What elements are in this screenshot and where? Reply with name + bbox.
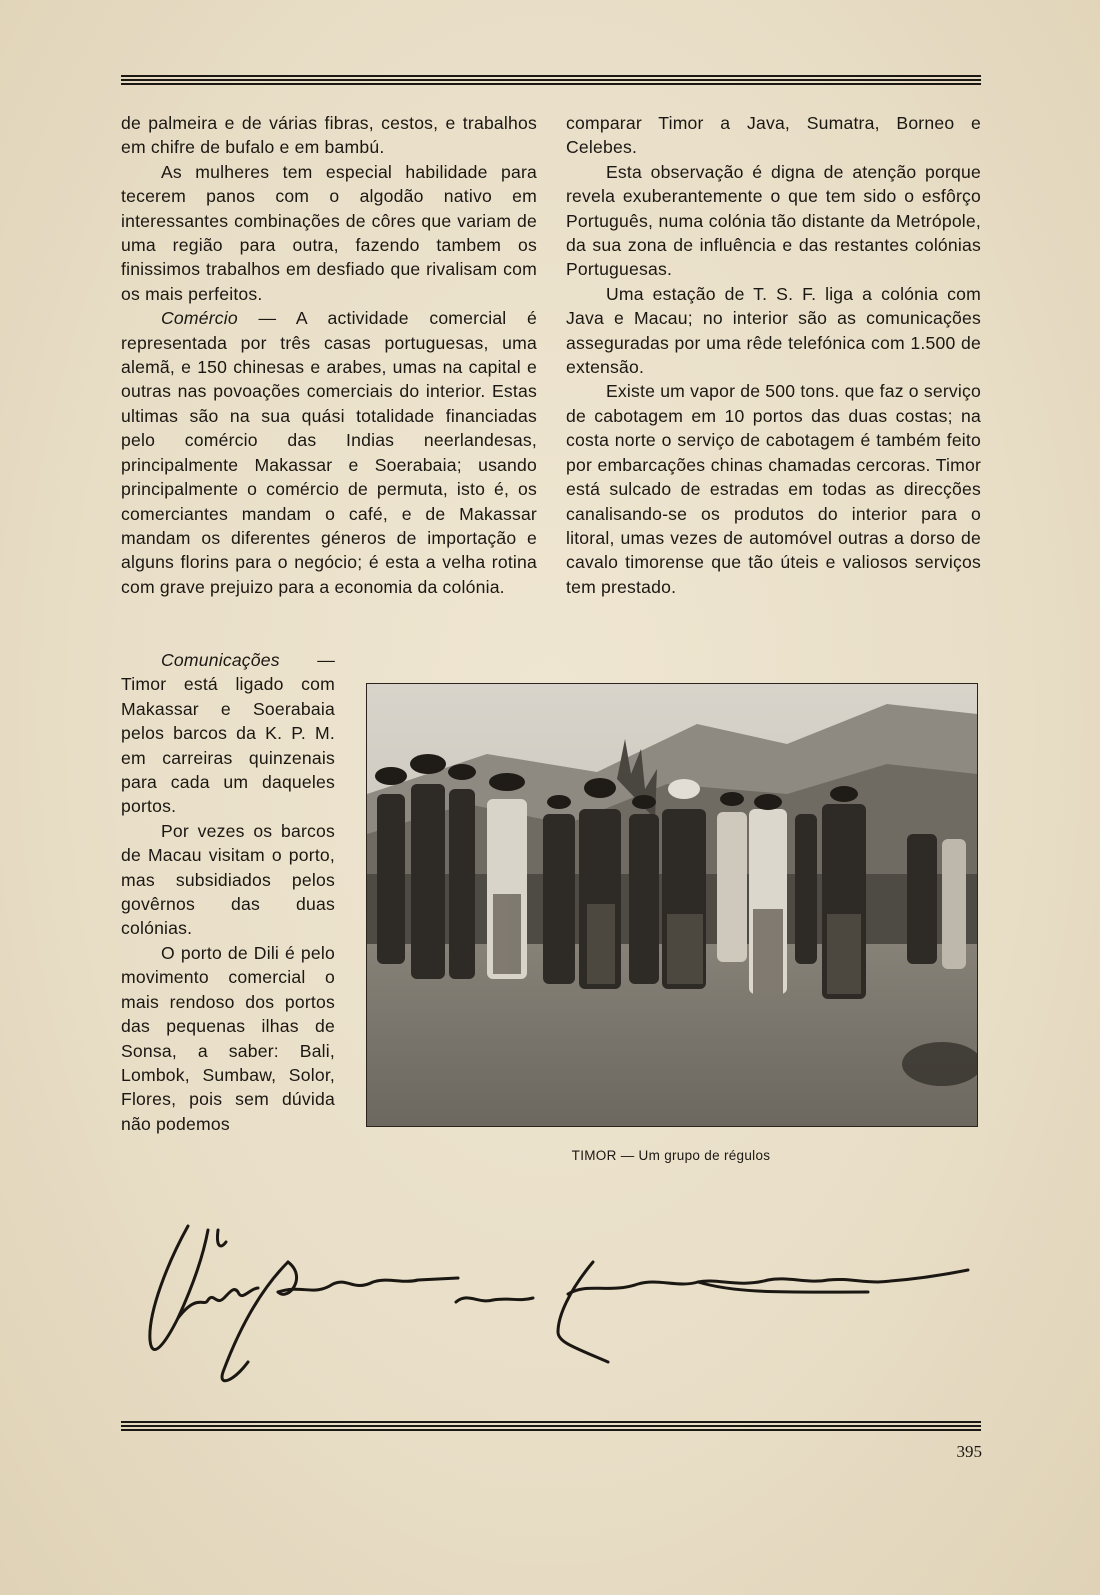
photo-caption: TIMOR — Um grupo de régulos — [571, 1148, 771, 1163]
paragraph: O porto de Dili é pelo movimento comercial o mais rendoso dos portos das pequenas ilhas de Sonsa, a saber: Bali, Lombok, Sumbaw, Solor, Flores, pois sem dúvida não podemos — [121, 942, 335, 1134]
right-column — [566, 111, 981, 599]
section-heading-comercio: Comércio — [161, 308, 238, 329]
handwritten-signature — [138, 1222, 988, 1412]
paragraph-text: — A actividade comercial é representada por três casas portuguesas, uma alemã, e 150 chinesas e arabes, umas na capital e outras nas povoações comerciais do interior. Estas ultimas são na sua quási totalidade financiadas pelo comércio das Indias neerlandesas, principalmente Makassar e Soerabaia; usando principalmente o comércio de permuta, isto é, os comerciantes mandam o café, e de Makassar mandam os diferentes géneros de importação e alguns florins para o negócio; é esta a velha rotina com grave prejuizo para a economia da colónia. — [121, 308, 537, 597]
paragraph: As mulheres tem especial habilidade para tecerem panos com o algodão nativo em interessantes combinações de côres que variam de uma região para outra, fazendo tambem os finissimos trabalhos em desfiado que rivalisam com os mais perfeitos. — [121, 161, 537, 304]
paragraph: comparar Timor a Java, Sumatra, Borneo e Celebes. — [566, 113, 981, 158]
paragraph: de palmeira e de várias fibras, cestos, e trabalhos em chifre de bufalo e em bambú. — [121, 113, 537, 158]
paragraph: Uma estação de T. S. F. liga a colónia com Java e Macau; no interior são as comunicações asseguradas por uma rêde telefónica com 1.500 de extensão. — [566, 283, 981, 378]
paragraph-text: — Timor está ligado com Makassar e Soerabaia pelos barcos da K. P. M. em carreiras quinzenais para cada um daqueles portos. — [121, 650, 335, 817]
left-narrow-column — [121, 648, 335, 1136]
page-number: 395 — [956, 1442, 982, 1461]
bottom-rule — [121, 1421, 981, 1433]
paragraph-comercio — [121, 306, 537, 599]
paragraph-comunicacoes — [121, 648, 335, 819]
paragraph: Por vezes os barcos de Macau visitam o porto, mas subsidiados pelos govêrnos das duas colónias. — [121, 820, 335, 939]
paragraph: Esta observação é digna de atenção porque revela exuberantemente o que tem sido o esfôrço Português, numa colónia tão distante da Metrópole, da sua zona de influência e das restantes colónias Portuguesas. — [566, 161, 981, 280]
top-rule — [121, 75, 981, 87]
left-column — [121, 111, 537, 599]
section-heading-comunicacoes: Comunicações — [161, 650, 280, 670]
paragraph: Existe um vapor de 500 tons. que faz o serviço de cabotagem em 10 portos das duas costas; na costa norte o serviço de cabotagem é também feito por embarcações chinas chamadas cercoras. Timor está sulcado de estradas em todas as direcções canalisando-se os produtos do interior para o litoral, umas vezes de automóvel outras a dorso de cavalo timorense que tão úteis e valiosos serviços tem prestado. — [566, 381, 981, 597]
group-photo — [366, 683, 978, 1127]
